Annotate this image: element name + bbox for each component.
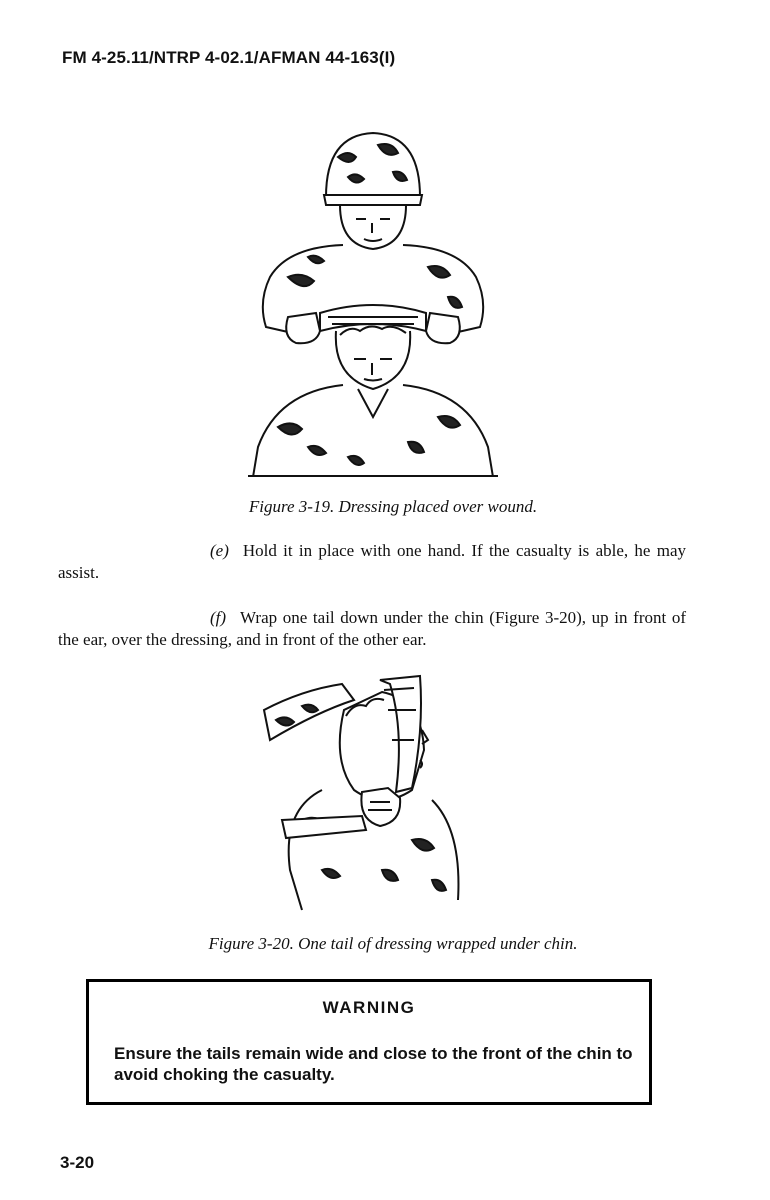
figure-3-19-illustration	[248, 127, 498, 477]
soldier-dressing-illustration	[248, 127, 498, 477]
warning-title: WARNING	[322, 998, 416, 1017]
page-number: 3-20	[60, 1153, 95, 1172]
warning-box	[86, 979, 652, 1105]
page-header: FM 4-25.11/NTRP 4-02.1/AFMAN 44-163(I)	[62, 48, 396, 67]
paragraph-e	[58, 540, 686, 584]
figure-3-20-illustration	[262, 670, 477, 920]
paragraph-f	[58, 607, 686, 651]
dressing-under-chin-illustration	[262, 670, 477, 920]
figure-3-19-caption: Figure 3-19. Dressing placed over wound.	[248, 497, 538, 516]
paragraph-e-label: (e)	[210, 541, 229, 560]
paragraph-f-text: Wrap one tail down under the chin (Figure 3-20), up in front of the ear, over the dressing, and in front of the other ear.	[58, 608, 686, 649]
warning-text: Ensure the tails remain wide and close to the front of the chin to avoid choking the casualty.	[114, 1044, 633, 1084]
figure-3-20-caption: Figure 3-20. One tail of dressing wrapped under chin.	[208, 934, 578, 953]
paragraph-f-label: (f)	[210, 608, 227, 627]
paragraph-e-text: Hold it in place with one hand. If the casualty is able, he may assist.	[58, 541, 686, 582]
